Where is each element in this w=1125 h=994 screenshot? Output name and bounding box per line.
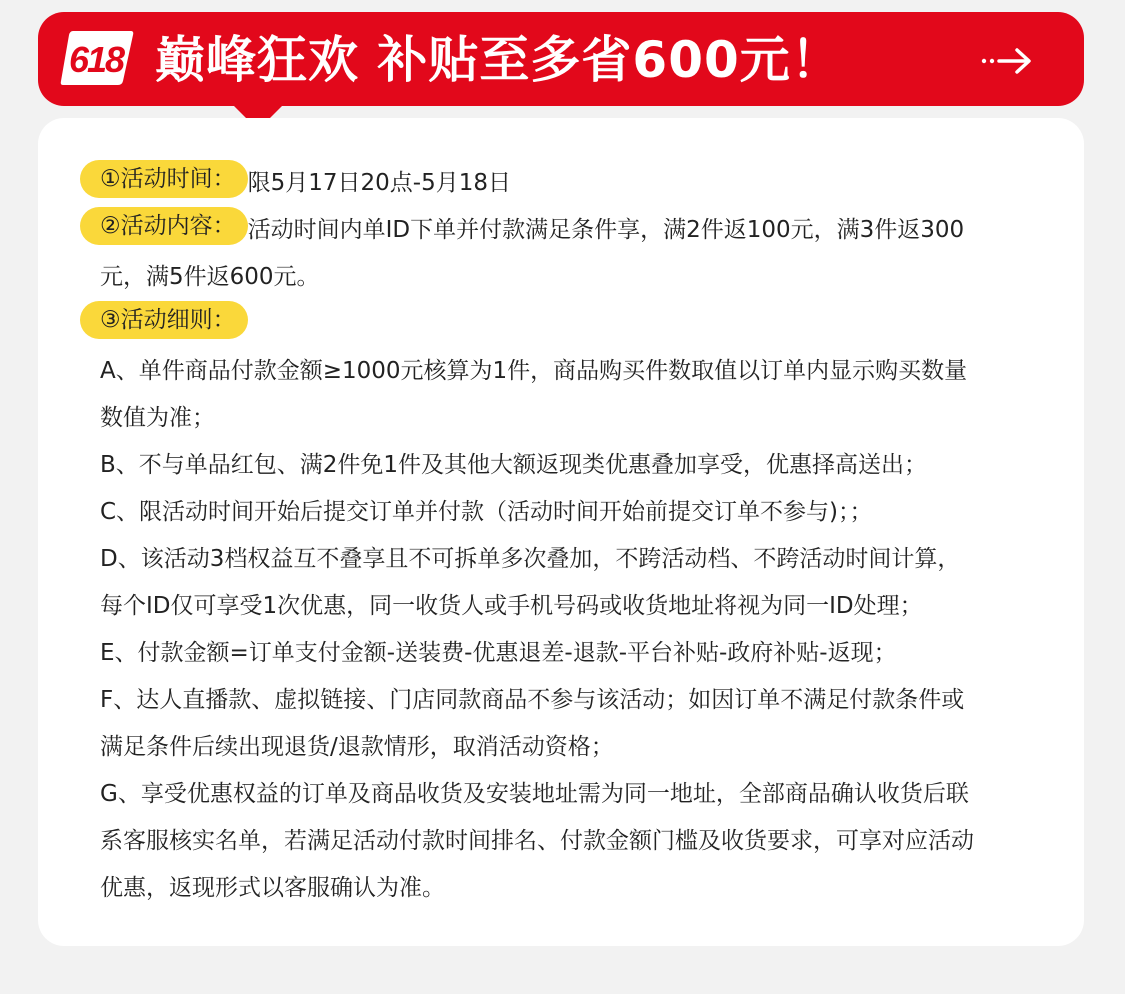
rule-line: A、单件商品付款金额≥1000元核算为1件，商品购买件数取值以订单内显示购买数量 [100, 358, 968, 384]
time-label-tag: ①活动时间： [80, 160, 248, 198]
rule-line: 数值为准； [100, 405, 215, 431]
content-text-line2: 元，满5件返600元。 [100, 264, 320, 290]
rule-line: E、付款金额=订单支付金额-送装费-优惠退差-退款-平台补贴-政府补贴-返现； [100, 640, 897, 666]
time-row [100, 160, 1040, 207]
content-row-continued [100, 254, 1040, 301]
content-row [100, 207, 1040, 254]
rule-line: F、达人直播款、虚拟链接、门店同款商品不参与该活动；如因订单不满足付款条件或 [100, 687, 965, 713]
rules-content [100, 160, 1040, 912]
content-text-line1: 活动时间内单ID下单并付款满足条件享，满2件返100元，满3件返300 [247, 217, 965, 243]
badge-text: 618 [68, 39, 124, 80]
dotted-arrow-right-icon [975, 38, 1037, 84]
rule-line: B、不与单品红包、满2件免1件及其他大额返现类优惠叠加享受，优惠择高送出； [100, 452, 928, 478]
rule-line: 优惠，返现形式以客服确认为准。 [100, 875, 445, 901]
rule-line: 系客服核实名单，若满足活动付款时间排名、付款金额门槛及收货要求，可享对应活动 [100, 828, 974, 854]
rules-label-tag: ③活动细则： [80, 301, 248, 339]
more-arrow-button[interactable] [975, 38, 1037, 84]
rule-line: 每个ID仅可享受1次优惠，同一收货人或手机号码或收货地址将视为同一ID处理； [100, 593, 923, 619]
rules-row [100, 301, 1040, 348]
rule-line: D、该活动3档权益互不叠享且不可拆单多次叠加，不跨活动档、不跨活动时间计算， [100, 546, 961, 572]
content-label-tag: ②活动内容： [80, 207, 248, 245]
rule-line: 满足条件后续出现退货/退款情形，取消活动资格； [100, 734, 614, 760]
badge-618-icon [59, 27, 135, 89]
time-text: 限5月17日20点-5月18日 [247, 170, 511, 196]
rule-line: C、限活动时间开始后提交订单并付款（活动时间开始前提交订单不参与)；； [100, 499, 873, 525]
banner-headline: 巅峰狂欢 补贴至多省600元！ [155, 31, 842, 89]
rule-line: G、享受优惠权益的订单及商品收货及安装地址需为同一地址，全部商品确认收货后联 [100, 781, 969, 807]
